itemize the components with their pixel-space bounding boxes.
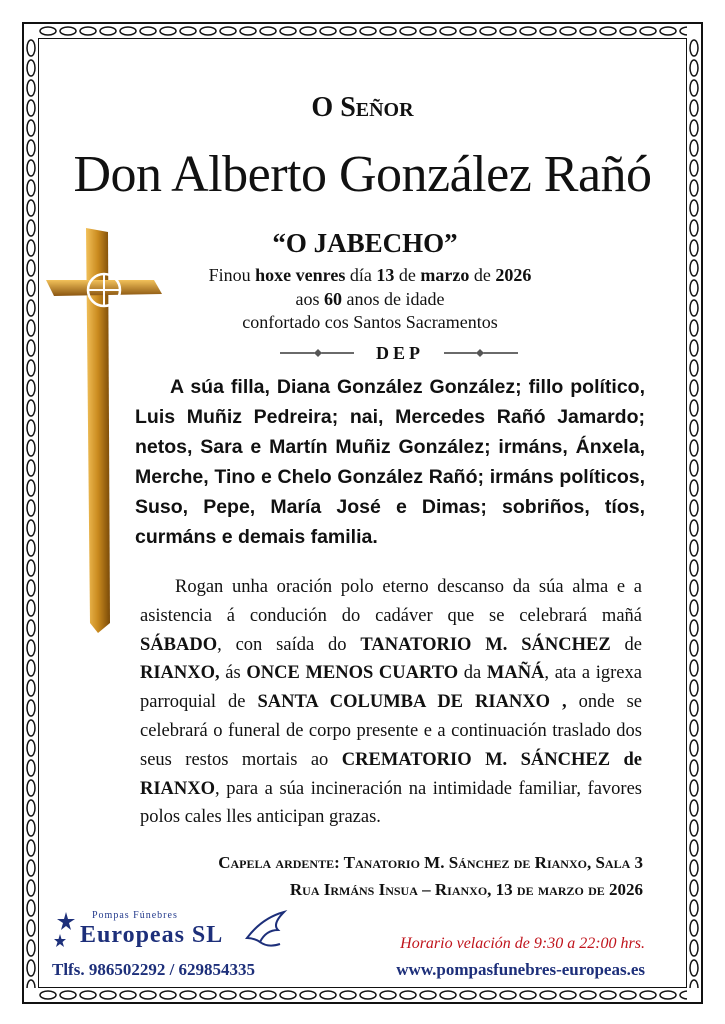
family-list: A súa filla, Diana González González; fillo político, Luis Muñiz Pedreira; nai, Mercedes Rañó Jamardo; netos, Sara e Martín Muñiz González; irmáns, Ánxela, Merche, Tino e Chelo González Rañó; irmáns políticos, Suso, Pepe, María José e Dimas; sobriños, tíos, curmáns e demais familia.	[135, 376, 645, 548]
chain-border-top	[38, 24, 687, 38]
dep-divider	[280, 343, 520, 365]
nickname: “O JABECHO”	[272, 228, 458, 258]
dep-label: DEP	[376, 343, 424, 363]
logo-big-text: Europeas SL	[80, 922, 224, 948]
sacraments-line: confortado cos Santos Sacramentos	[242, 312, 498, 332]
stars-icon	[52, 910, 80, 954]
viewing-hours: Horario velación de 9:30 a 22:00 hrs.	[400, 935, 645, 952]
company-logo	[52, 908, 302, 958]
ornament-left-icon	[280, 347, 360, 359]
title-o-senor: O Señor	[311, 92, 414, 123]
ornament-right-icon	[440, 347, 520, 359]
funeral-notice-body: Rogan unha oración polo eterno descanso da súa alma e a asistencia á condución do cadáver que se celebrará mañá SÁBADO, con saída do TANATORIO M. SÁNCHEZ de RIANXO, ás ONCE MENOS CUARTO da MAÑÁ, ata a igrexa parroquial de SANTA COLUMBA DE RIANXO , onde se celebrará o funeral de corpo presente e a continuación traslado dos seus restos mortais ao CREMATORIO M. SÁNCHEZ de RIANXO, para a súa incineración na intimidade familiar, favores polos cales lles anticipan grazas.	[140, 577, 642, 828]
death-date-line: Finou hoxe venres día 13 de marzo de 2026	[208, 265, 532, 285]
chain-border-bottom	[38, 988, 687, 1002]
address-date: Rua Irmáns Insua – Rianxo, 13 de marzo de 2026	[289, 880, 643, 899]
website-link[interactable]: www.pompasfunebres-europeas.es	[396, 960, 645, 979]
deceased-name: Don Alberto González Rañó	[73, 146, 652, 203]
dove-icon	[242, 908, 292, 954]
logo-small-text: Pompas Fúnebres	[92, 910, 178, 921]
age-line: aos 60 anos de idade	[295, 289, 445, 309]
chapel-info: Capela ardente: Tanatorio M. Sánchez de Rianxo, Sala 3	[218, 853, 643, 872]
phone-numbers: Tlfs. 986502292 / 629854335	[52, 960, 256, 979]
